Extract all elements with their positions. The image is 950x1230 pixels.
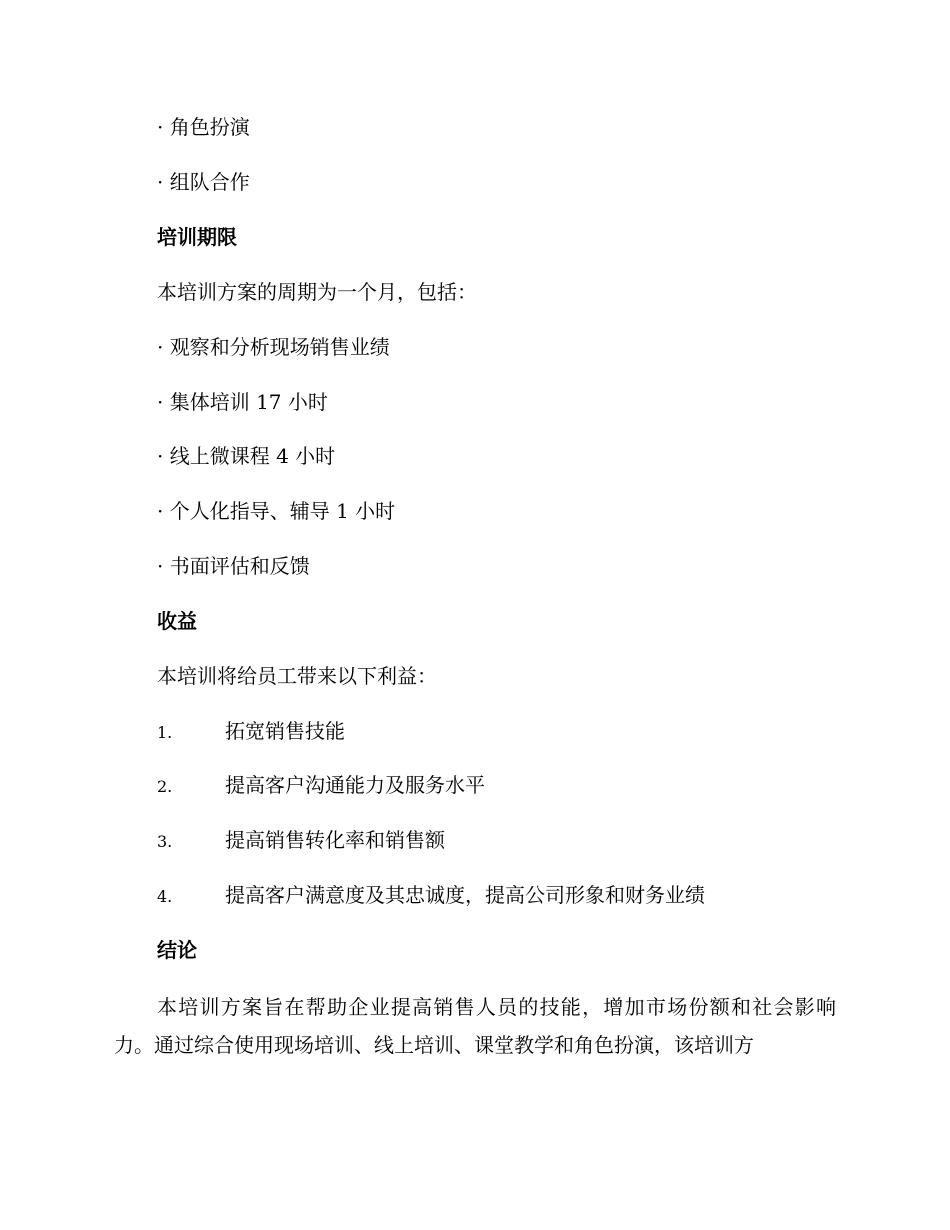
benefits-intro: 本培训将给员工带来以下利益： [157, 664, 437, 688]
duration-item: · 书面评估和反馈 [157, 554, 310, 578]
benefit-text: 拓宽销售技能 [225, 719, 345, 743]
benefit-item [157, 717, 345, 747]
heading-conclusion: 结论 [157, 938, 197, 962]
duration-item: · 观察和分析现场销售业绩 [157, 335, 390, 359]
benefit-number: 1. [157, 723, 173, 742]
heading-benefits: 收益 [157, 609, 197, 633]
bullet-role-play: · 角色扮演 [157, 115, 250, 139]
benefit-item [157, 826, 445, 856]
bullet-teamwork: · 组队合作 [157, 170, 250, 194]
benefit-item [157, 881, 705, 911]
benefit-number: 2. [157, 777, 173, 796]
duration-item: · 个人化指导、辅导 1 小时 [157, 499, 396, 523]
duration-item: · 集体培训 17 小时 [157, 390, 328, 414]
benefit-text: 提高销售转化率和销售额 [225, 828, 445, 852]
benefit-item [157, 771, 485, 801]
benefit-number: 4. [157, 887, 173, 906]
heading-duration: 培训期限 [157, 225, 237, 249]
conclusion-paragraph: 本培训方案旨在帮助企业提高销售人员的技能，增加市场份额和社会影响力。通过综合使用现场培训、线上培训、课堂教学和角色扮演，该培训方 [114, 995, 836, 1057]
duration-item: · 线上微课程 4 小时 [157, 444, 336, 468]
benefit-text: 提高客户沟通能力及服务水平 [225, 773, 485, 797]
duration-intro: 本培训方案的周期为一个月，包括： [157, 280, 477, 304]
benefit-text: 提高客户满意度及其忠诚度，提高公司形象和财务业绩 [225, 883, 705, 907]
benefit-number: 3. [157, 832, 173, 851]
